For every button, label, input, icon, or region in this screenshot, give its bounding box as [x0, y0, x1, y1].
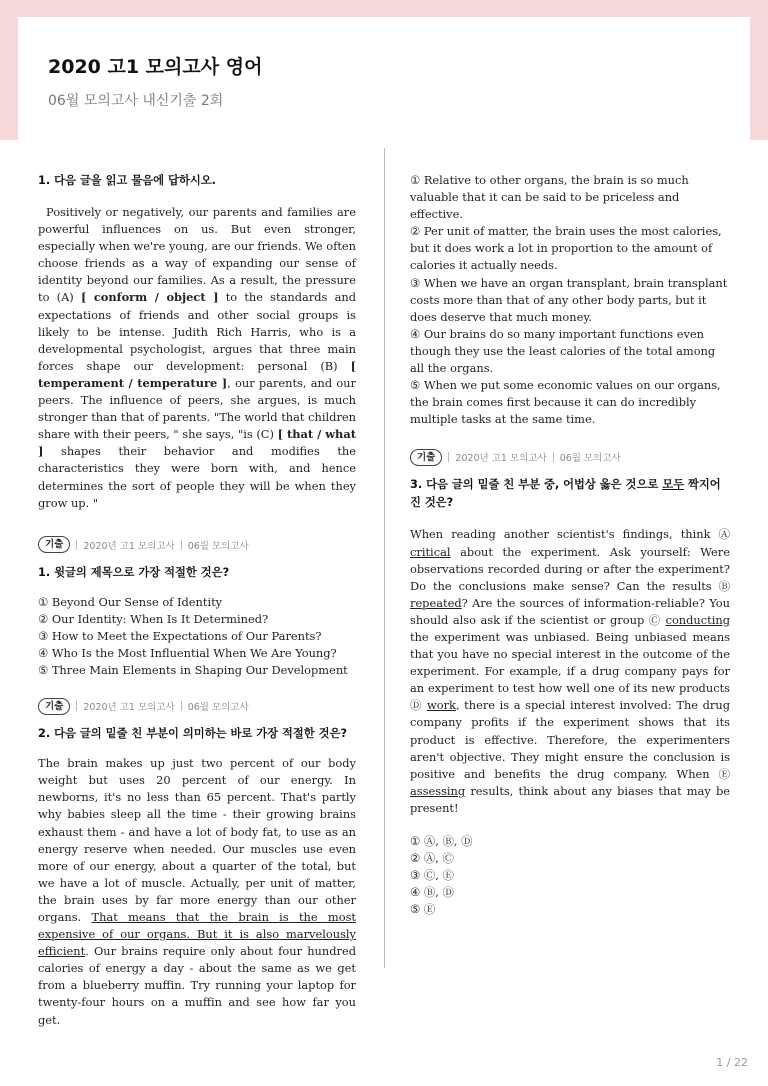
- reading-passage: [38, 204, 356, 512]
- underlined-word-a: critical: [410, 544, 451, 559]
- choice-bracket-c: [ that / what ]: [38, 427, 356, 459]
- reading-passage: [410, 526, 730, 817]
- answer-choices: [410, 833, 730, 918]
- answer-choice[interactable]: ③ When we have an organ transplant, brain transplant costs more than that of any other body parts, but it does deserve that much money.: [410, 275, 728, 324]
- answer-choice[interactable]: ④ Our brains do so many important functions even though they use the least calories of the total among all the organs.: [410, 326, 716, 376]
- answer-choice[interactable]: ① Beyond Our Sense of Identity: [38, 594, 223, 609]
- passage-text: . Our brains require only about four hundred calories of energy a day - about the same as we get from a blueberry muffin. Try running your laptop for twenty-four hours on a muffin and see how far you get.: [38, 944, 356, 1027]
- source-badge: 기출: [38, 698, 70, 715]
- underlined-word-d: work: [426, 698, 456, 713]
- answer-choice[interactable]: ② Our Identity: When Is It Determined?: [38, 611, 269, 626]
- heading-emphasis: 모두: [662, 478, 685, 492]
- source-year: 2020년 고1 모의고사: [83, 540, 175, 552]
- passage-text: to the standards and expectations of friends and other social groups is likely to be intense. Judith Rich Harris, who is a developmental psychologist, argues that three main forces shape our development: personal (B): [38, 290, 356, 373]
- passage-text: The brain makes up just two percent of our body weight but uses 20 percent of our energy. In newborns, it's no less than 65 percent. That's partly why babies sleep all the time - their growing brains exhaust them - and have a lot of body fat, to use as an energy reserve when needed. Our muscles use even more of our energy, about a quarter of the total, but we have a lot of muscle. Actually, per unit of matter, the brain uses by far more energy than our other organs.: [38, 756, 356, 924]
- answer-choice[interactable]: ⑤ When we put some economic values on our organs, the brain comes first because it can do incredibly multiple tasks at the same time.: [410, 378, 721, 427]
- answer-choice[interactable]: ① Relative to other organs, the brain is so much valuable that it can be said to be priceless and effective.: [410, 173, 689, 222]
- source-badge: 기출: [410, 449, 442, 466]
- separator: [76, 701, 77, 711]
- answer-choices: [38, 594, 356, 679]
- passage-text: results, think about any biases that may be present!: [410, 783, 730, 815]
- choice-bracket-a: [ conform / object ]: [80, 290, 219, 305]
- question-heading: [410, 476, 730, 512]
- source-tag: [38, 697, 356, 715]
- passage-text: Positively or negatively, our parents and families are powerful influences on us. But even stronger, especially when we're young, are our friends. We often choose friends as a way of expanding our sense of identity beyond our families. As a result, the pressure to (A): [38, 205, 356, 305]
- separator: [553, 452, 554, 462]
- question-heading: 1. 윗글의 제목으로 가장 적절한 것은?: [38, 565, 230, 579]
- answer-choice[interactable]: ⑤ Three Main Elements in Shaping Our Development: [38, 663, 348, 678]
- document-title: 2020 고1 모의고사 영어: [48, 56, 263, 78]
- right-column: [410, 172, 730, 918]
- reading-passage: [38, 755, 356, 1029]
- separator: [76, 540, 77, 550]
- passage-text: When reading another scientist's findings, think Ⓐ: [410, 527, 730, 542]
- answer-choice[interactable]: ② Per unit of matter, the brain uses the most calories, but it does work a lot in proportion to the amount of calories it actually needs.: [410, 224, 722, 273]
- question-heading: 2. 다음 글의 밑줄 친 부분이 의미하는 바로 가장 적절한 것은?: [38, 727, 348, 741]
- choice-bracket-b: [ temperament / temperature ]: [38, 358, 356, 390]
- passage-text: the experiment was unbiased. Being unbiased means that you have no special interest in the outcome of the experiment. For example, if a drug company pays for an experiment to test how well one of its new products Ⓓ: [410, 629, 730, 713]
- answer-choices: [410, 172, 730, 428]
- passage-text: about the experiment. Ask yourself: Were observations recorded during or after the experiment? Do the conclusions make sense? Can the results Ⓑ: [410, 544, 730, 593]
- passage-text: ? Are the sources of information-reliable? You should also ask if the scientist or group Ⓒ: [410, 595, 730, 627]
- source-year: 2020년 고1 모의고사: [83, 702, 175, 714]
- answer-choice[interactable]: ④ Ⓑ, Ⓓ: [410, 885, 454, 900]
- passage-text: , our parents, and our peers. The influence of peers, she argues, is much stronger than that of parents. "The world that children share with their peers, " she says, "is (C): [38, 375, 356, 442]
- heading-text: 3. 다음 글의 밑줄 친 부분 중, 어법상 옳은 것으로: [410, 478, 663, 492]
- underlined-word-b: repeated: [410, 595, 462, 610]
- underlined-word-c: conducting: [665, 612, 730, 627]
- source-year: 2020년 고1 모의고사: [455, 453, 547, 465]
- document-subtitle: 06월 모의고사 내신기출 2회: [48, 93, 224, 109]
- source-month: 06월 모의고사: [187, 702, 249, 714]
- answer-choice[interactable]: ③ Ⓒ, Ⓔ: [410, 868, 454, 883]
- left-column: [38, 172, 356, 1029]
- separator: [448, 452, 449, 462]
- answer-choice[interactable]: ⑤ Ⓔ: [410, 902, 436, 917]
- page-number: 1 / 22: [716, 1056, 748, 1069]
- passage-text: shapes their behavior and modifies the characteristics they were born with, and hence determines the sort of people they will be when they grow up. ": [38, 444, 356, 510]
- column-divider: [384, 148, 385, 968]
- separator: [181, 540, 182, 550]
- question-heading: 1. 다음 글을 읽고 물음에 답하시오.: [38, 174, 216, 187]
- answer-choice[interactable]: ① Ⓐ, Ⓑ, Ⓓ: [410, 834, 473, 848]
- answer-choice[interactable]: ④ Who Is the Most Influential When We Are Young?: [38, 645, 337, 660]
- passage-text: , there is a special interest involved: The drug company profits if the experiment shows that its product is effective. Therefore, the experimenters aren't objective. They might ensure the conclusion is positive and benefits the drug company. When Ⓔ: [410, 698, 730, 781]
- answer-choice[interactable]: ③ How to Meet the Expectations of Our Parents?: [38, 628, 322, 643]
- source-month: 06월 모의고사: [559, 453, 621, 465]
- source-tag: [38, 536, 356, 554]
- separator: [181, 701, 182, 711]
- answer-choice[interactable]: ② Ⓐ, Ⓒ: [410, 851, 454, 866]
- source-tag: [410, 448, 730, 466]
- underlined-sentence: That means that the brain is the most expensive of our organs. But it is also marvelously efficient: [38, 910, 356, 959]
- source-month: 06월 모의고사: [187, 540, 249, 552]
- underlined-word-e: assessing: [410, 783, 466, 798]
- source-badge: 기출: [38, 536, 70, 553]
- heading-text: 짝지어진 것은?: [410, 478, 721, 510]
